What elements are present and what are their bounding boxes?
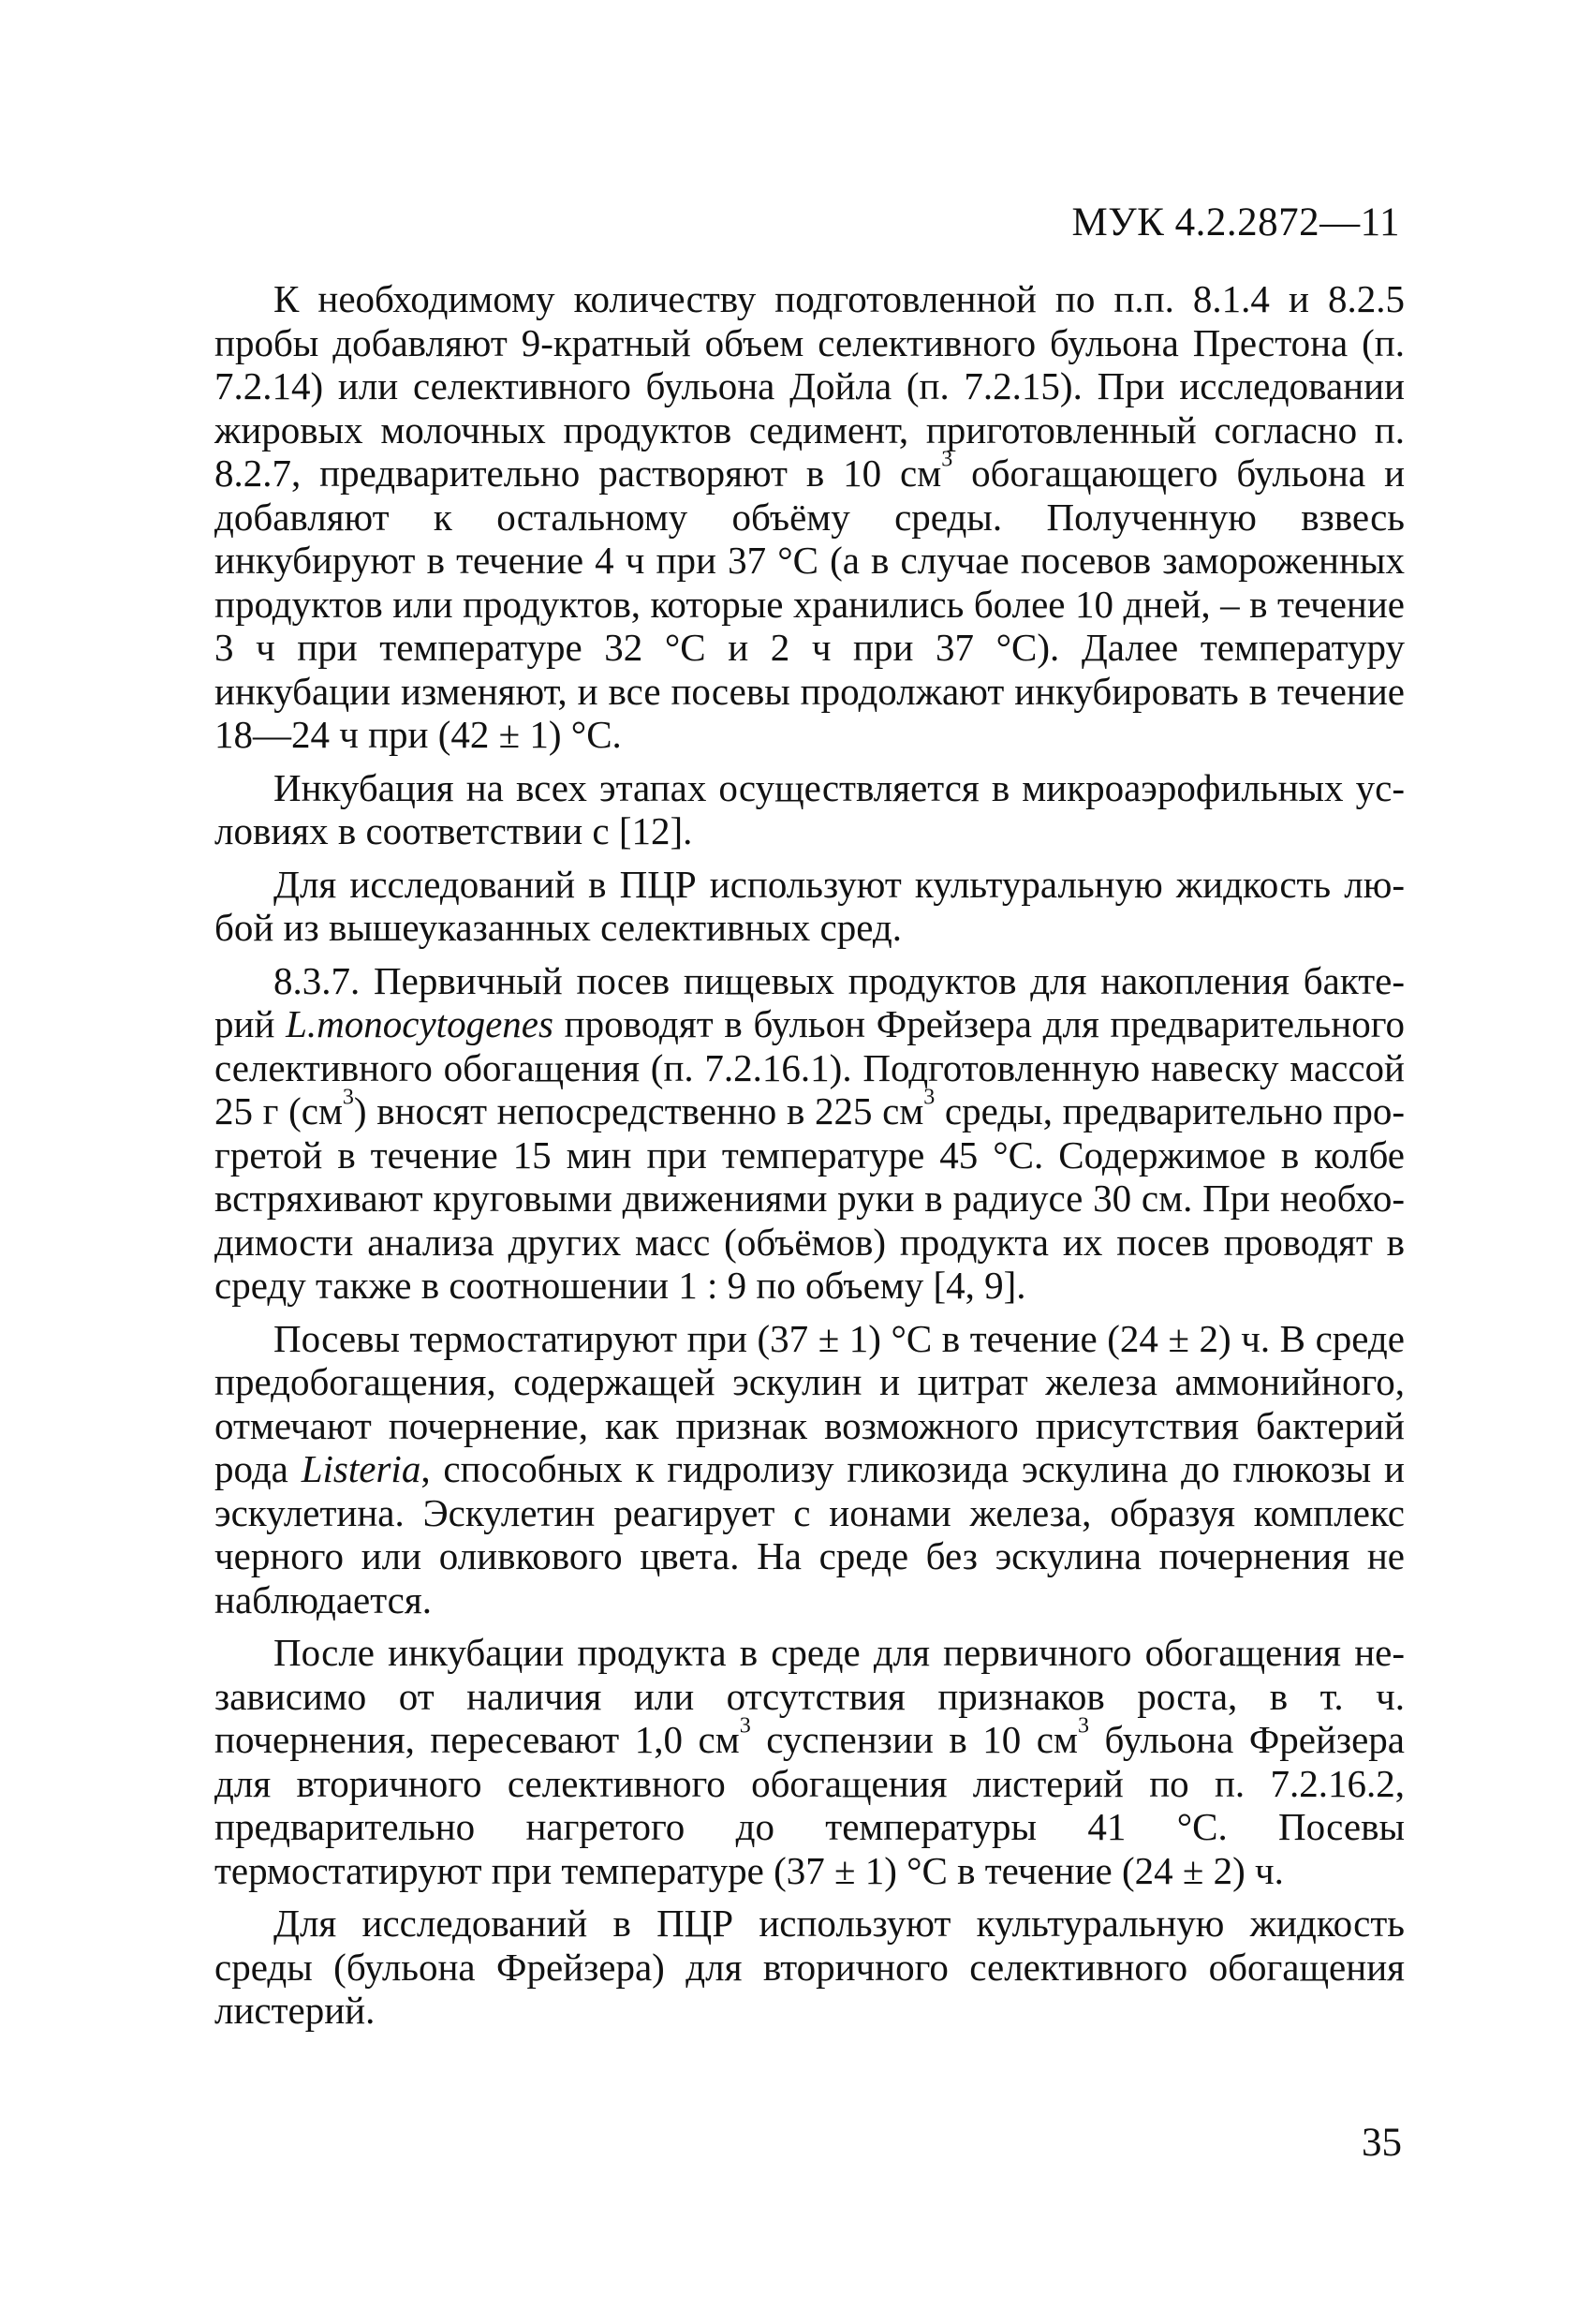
- paragraph: [214, 277, 1405, 757]
- paragraph: [214, 766, 1405, 853]
- document-code-header: МУК 4.2.2872—11: [1071, 200, 1400, 244]
- superscript: 3: [739, 1713, 751, 1739]
- text-run: Инкубация на всех этапах осуществляется в микроаэрофильных условиях в соответствии с [12].: [214, 765, 1405, 852]
- text-run: Для исследований в ПЦР используют культуральную жидкость среды (бульона Фрейзера) для вторичного селективного обогащения листерий.: [214, 1902, 1405, 2032]
- paragraph: [214, 863, 1405, 950]
- text-run: обогащающего бульона и добавляют к остальному объёму среды. Полученную взвесь инкубируют в течение 4 ч при 37 °С (а в случае посевов замороженных продуктов или продуктов, которые хранились более 10 дней, – в течение 3 ч при температуре 32 °С и 2 ч при 37 °С). Далее температуру инкубации изменяют, и все посевы продолжают инкубировать в течение 18—24 ч при (42 ± 1) °С.: [214, 451, 1406, 756]
- text-run: ) вносят непосредственно в 225 см: [353, 1089, 924, 1132]
- paragraph: [214, 1317, 1405, 1622]
- body-text: [214, 277, 1405, 2042]
- italic-term: L.monocytogenes: [286, 1002, 553, 1045]
- paragraph: [214, 1631, 1405, 1892]
- text-run: бульона Фрейзера для вторичного селективного обогащения листерий по п. 7.2.16.2, предварительно нагретого до температуры 41 °С. Посевы термостатируют при температуре (37 ± 1) °С в течение (24 ± 2) ч.: [214, 1718, 1405, 1892]
- text-run: суспензии в 10 см: [750, 1718, 1078, 1761]
- superscript: 3: [923, 1085, 936, 1110]
- text-run: , способных к гидролизу гликозида эскулина до глюкозы и эскулетина. Эскулетин реагирует с ионами железа, образуя комплекс черного или оливкового цвета. На среде без эскулина почернения не наблюдается.: [214, 1447, 1406, 1621]
- italic-term: Listeria: [301, 1447, 421, 1490]
- text-run: Посевы термостатируют при (37 ± 1) °С в течение (24 ± 2) ч. В среде предобогащения, содержащей эскулин и цитрат железа аммонийного, отмечают почернение, как признак возможного присутствия бактерий рода: [214, 1316, 1405, 1490]
- text-run: Для исследований в ПЦР используют культуральную жидкость любой из вышеуказанных селективных сред.: [214, 862, 1405, 949]
- text-run: 8.3.7. Первичный посев пищевых продуктов для накопления бактерий: [214, 958, 1405, 1045]
- superscript: 3: [1077, 1713, 1089, 1739]
- paragraph: [214, 959, 1405, 1308]
- page-number: 35: [1362, 2121, 1402, 2165]
- superscript: 3: [941, 447, 953, 472]
- text-run: среды, предварительно прогретой в течение 15 мин при температуре 45 °С. Содержимое в колбе встряхивают круговыми движениями руки в радиусе 30 см. При необходимости анализа других масс (объёмов) продукта их посев проводят в среду также в соотношении 1 : 9 по объему [4, 9].: [214, 1089, 1405, 1307]
- paragraph: [214, 1902, 1405, 2033]
- text-run: проводят в бульон Фрейзера для предварительного селективного обогащения (п. 7.2.16.1). Подготовленную навеску массой 25 г (см: [214, 1002, 1405, 1132]
- text-run: К необходимому количеству подготовленной по п.п. 8.1.4 и 8.2.5 пробы добавляют 9-кратный объем селективного бульона Престона (п. 7.2.14) или селективного бульона Дойла (п. 7.2.15). При исследовании жировых молочных продуктов седимент, приготовленный согласно п. 8.2.7, предварительно растворяют в 10 см: [214, 277, 1405, 495]
- text-run: После инкубации продукта в среде для первичного обогащения независимо от наличия или отсутствия признаков роста, в т. ч. почернения, пересевают 1,0 см: [214, 1631, 1405, 1761]
- superscript: 3: [342, 1085, 354, 1110]
